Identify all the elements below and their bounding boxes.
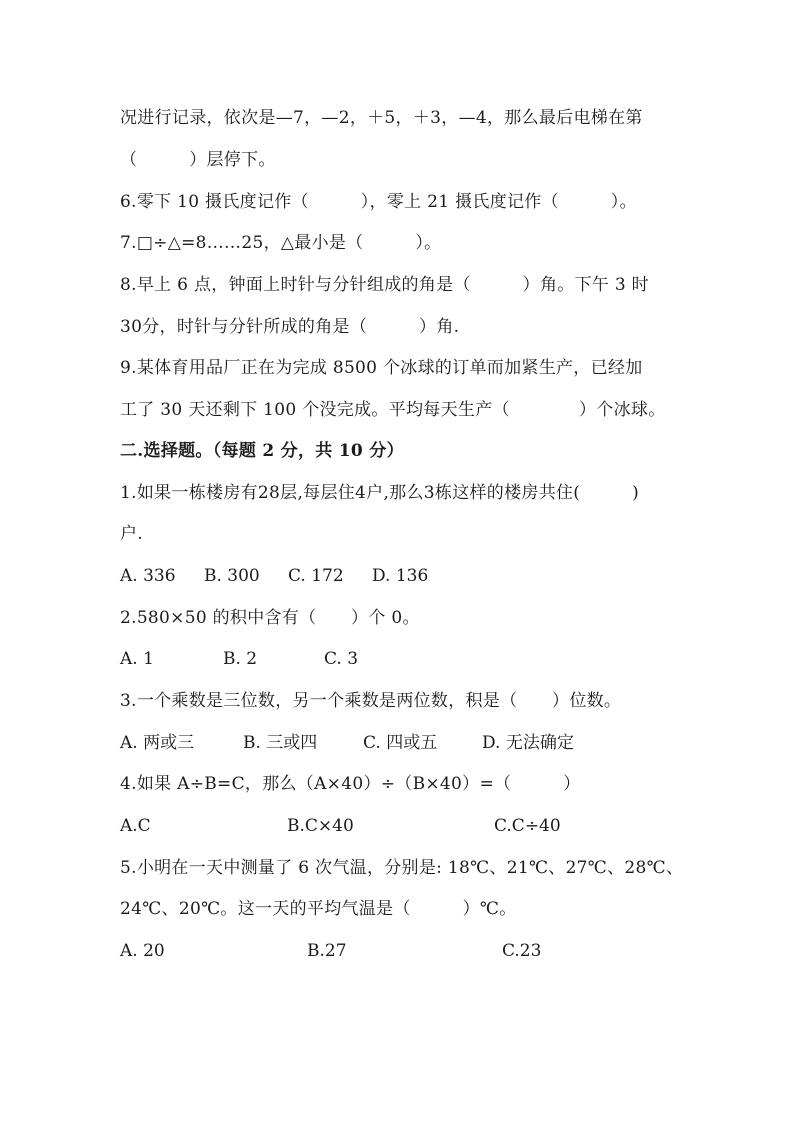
option-a: A. 两或三 [120,733,195,753]
option-b: B. 三或四 [243,733,318,753]
question-5-continuation-line-1: 况进行记录，依次是—7，—2，＋5，＋3，—4，那么最后电梯在第 [120,108,643,128]
choice-question-1-line-1: 1.如果一栋楼房有28层,每层住4户,那么3栋这样的楼房共住( ) [120,483,640,503]
question-6: 6.零下 10 摄氏度记作（ ），零上 21 摄氏度记作（ ）。 [120,192,637,212]
choice-question-4: 4.如果 A÷B=C，那么（A×40）÷（B×40）=（ ） [120,774,581,794]
option-a: A.C [120,816,151,836]
question-9-line-1: 9.某体育用品厂正在为完成 8500 个冰球的订单而加紧生产，已经加 [120,358,643,378]
option-d: D. 无法确定 [482,733,574,753]
option-b: B. 300 [204,566,260,586]
question-5-continuation-line-2: （ ）层停下。 [120,150,276,170]
question-7: 7.□÷△=8……25，△最小是（ ）。 [120,233,442,253]
option-a: A. 20 [120,941,165,961]
option-c: C. 172 [288,566,344,586]
option-d: D. 136 [372,566,429,586]
choice-question-3: 3.一个乘数是三位数，另一个乘数是两位数，积是（ ）位数。 [120,691,622,711]
question-9-line-2: 工了 30 天还剩下 100 个没完成。平均每天生产（ ）个冰球。 [120,400,666,420]
question-8-line-1: 8.早上 6 点，钟面上时针与分针组成的角是（ ）角。下午 3 时 [120,275,649,295]
option-c: C.C÷40 [494,816,561,836]
option-c: C. 3 [324,649,359,669]
choice-question-5-line-1: 5.小明在一天中测量了 6 次气温，分别是: 18℃、21℃、27℃、28℃、 [120,858,684,878]
choice-question-5-line-2: 24℃、20℃。这一天的平均气温是（ ）℃。 [120,899,517,919]
option-b: B.27 [307,941,347,961]
option-c: C. 四或五 [363,733,438,753]
choice-question-2: 2.580×50 的积中含有（ ）个 0。 [120,608,420,628]
option-a: A. 1 [120,649,154,669]
question-8-line-2: 30分，时针与分针所成的角是（ ）角. [120,317,460,337]
choice-question-1-line-2: 户. [120,524,144,544]
option-b: B.C×40 [287,816,354,836]
option-b: B. 2 [223,649,258,669]
section-2-heading: 二.选择题。（每题 2 分，共 10 分） [120,441,404,461]
option-a: A. 336 [120,566,176,586]
option-c: C.23 [502,941,542,961]
